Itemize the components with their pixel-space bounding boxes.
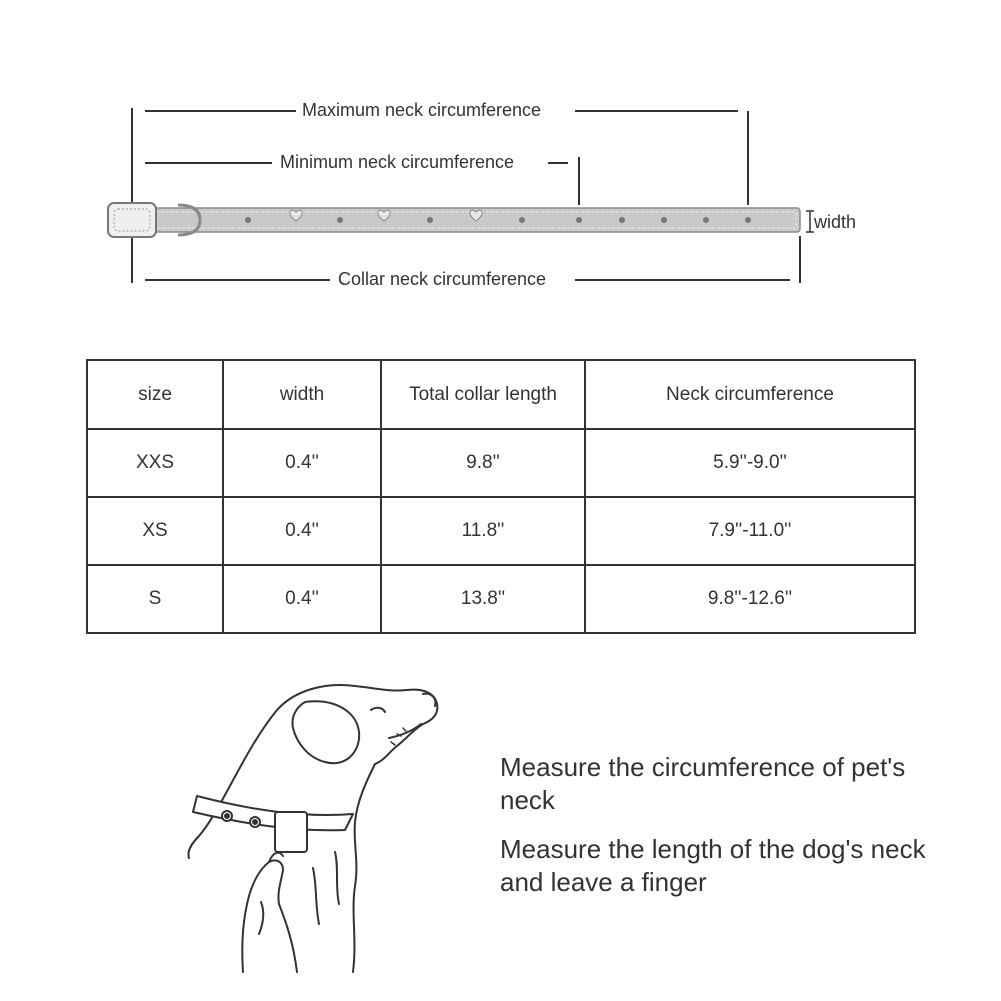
cell-size: XXS xyxy=(87,429,223,497)
buckle xyxy=(108,203,156,237)
collar-circumference-label: Collar neck circumference xyxy=(332,269,552,289)
table-row xyxy=(87,429,915,497)
collar-image xyxy=(108,203,800,237)
table-header-row xyxy=(87,360,915,429)
measuring-hand xyxy=(242,860,297,972)
min-circumference-label: Minimum neck circumference xyxy=(274,152,520,172)
collar-buckle xyxy=(275,812,307,852)
dog-collar xyxy=(193,796,353,830)
header-size: size xyxy=(87,360,223,429)
size-chart-table xyxy=(86,359,916,634)
cell-neck: 5.9''-9.0'' xyxy=(585,429,915,497)
instruction-measure-circumference: Measure the circumference of pet's neck xyxy=(500,752,906,815)
width-label: width xyxy=(814,212,857,232)
table-row xyxy=(87,565,915,633)
dog-back-outline xyxy=(188,710,277,858)
max-circumference-label: Maximum neck circumference xyxy=(296,100,547,120)
dog-eye xyxy=(371,708,385,712)
header-width: width xyxy=(223,360,381,429)
cell-size: XS xyxy=(87,497,223,565)
dog-ear xyxy=(293,701,360,763)
table-row xyxy=(87,497,915,565)
cell-width: 0.4'' xyxy=(223,565,381,633)
dog-chest-outline xyxy=(353,764,375,972)
cell-length: 13.8'' xyxy=(381,565,585,633)
cell-width: 0.4'' xyxy=(223,429,381,497)
dog-collar-illustration xyxy=(185,672,455,982)
cell-length: 11.8'' xyxy=(381,497,585,565)
cell-neck: 9.8''-12.6'' xyxy=(585,565,915,633)
cell-neck: 7.9''-11.0'' xyxy=(585,497,915,565)
header-total-length: Total collar length xyxy=(381,360,585,429)
header-neck-circumference: Neck circumference xyxy=(585,360,915,429)
cell-length: 9.8'' xyxy=(381,429,585,497)
cell-width: 0.4'' xyxy=(223,497,381,565)
cell-size: S xyxy=(87,565,223,633)
instruction-leave-finger: Measure the length of the dog's neck and leave a finger xyxy=(500,834,926,897)
